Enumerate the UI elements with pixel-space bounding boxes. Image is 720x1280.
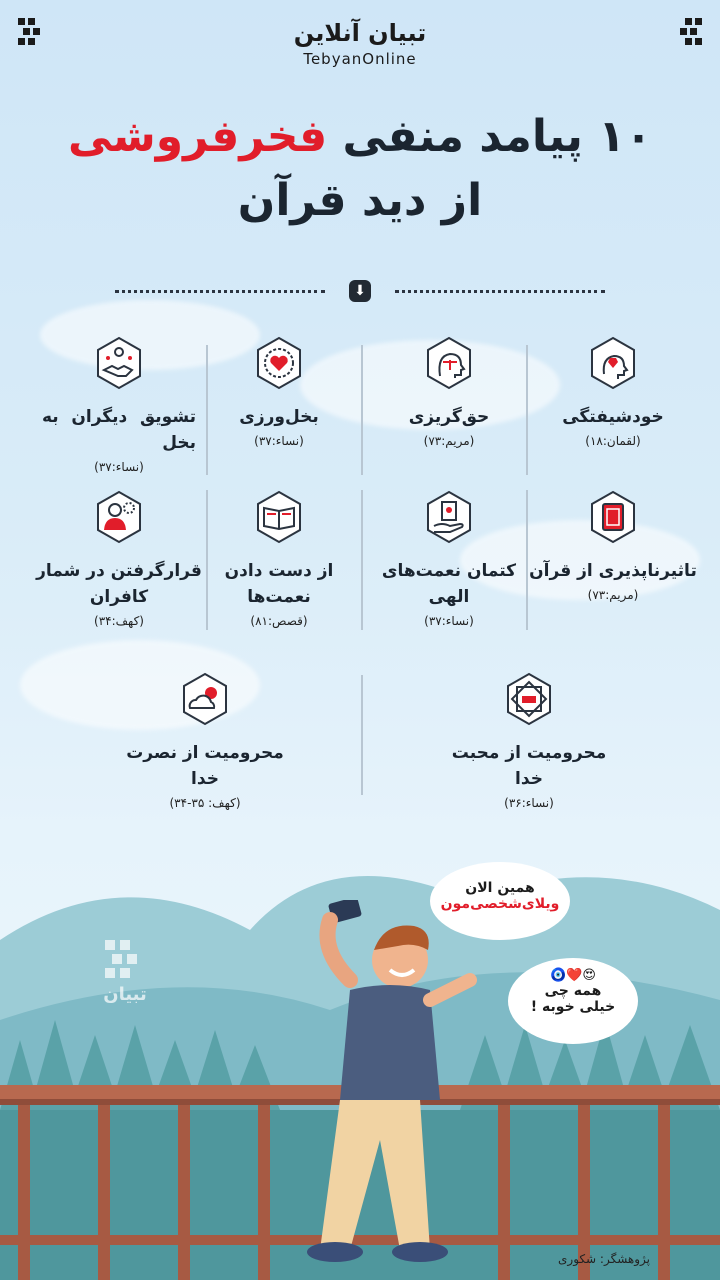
heart-shield-icon bbox=[252, 336, 306, 390]
item-reference: (کهف:۳۴) bbox=[94, 614, 144, 628]
diamond-head-icon bbox=[586, 336, 640, 390]
open-book-icon bbox=[252, 490, 306, 544]
dotted-line bbox=[115, 290, 325, 293]
item-reference: (کهف: ۳۵-۳۴) bbox=[169, 796, 241, 810]
item-reference: (مریم:۷۳) bbox=[587, 588, 639, 602]
bubble-highlight-text: ویلای‌شخصی‌مون bbox=[440, 896, 560, 912]
arrow-down-icon: ⬇ bbox=[349, 280, 371, 302]
emoji-icons: 😍❤️🧿 bbox=[550, 968, 596, 983]
item-reference: (نساء:۳۶) bbox=[504, 796, 554, 810]
item-among-disbelievers bbox=[34, 490, 204, 628]
cloud-sun-icon bbox=[178, 672, 232, 726]
brand-header bbox=[0, 18, 720, 68]
bubble-text: همه چی bbox=[544, 983, 602, 999]
quran-book-icon bbox=[586, 490, 640, 544]
person-gear-icon bbox=[92, 490, 146, 544]
item-reference: (قصص:۸۱) bbox=[250, 614, 308, 628]
item-name: تشویق دیگران به بخل bbox=[42, 407, 196, 453]
item-lose-blessings bbox=[194, 490, 364, 628]
speech-bubble-right bbox=[508, 958, 638, 1044]
item-name: محرومیت از محبت خدا bbox=[451, 743, 607, 789]
bubble-text: خیلی خوبه ! bbox=[530, 999, 616, 1015]
item-name: کتمان نعمت‌های الهی bbox=[381, 561, 517, 607]
item-name: حق‌گریزی bbox=[408, 407, 490, 427]
speech-bubble-left bbox=[430, 862, 570, 940]
title-line2: از دید قرآن bbox=[237, 175, 483, 226]
tebyan-watermark bbox=[100, 940, 150, 1005]
page-title bbox=[0, 105, 720, 233]
divider bbox=[361, 675, 363, 795]
watermark-text: تبیان bbox=[103, 984, 147, 1005]
man-taking-selfie bbox=[290, 900, 490, 1270]
item-conceal-blessings bbox=[364, 490, 534, 628]
allah-star-icon bbox=[502, 672, 556, 726]
brand-name-fa: تبیان آنلاین bbox=[293, 19, 427, 47]
item-encourage-stinginess bbox=[34, 336, 204, 474]
item-truth-evasion bbox=[364, 336, 534, 448]
item-name: تاثیرناپذیری از قرآن bbox=[529, 561, 697, 581]
scale-head-icon bbox=[422, 336, 476, 390]
item-deprived-love bbox=[444, 672, 614, 810]
title-highlight: فخرفروشی bbox=[68, 111, 328, 162]
item-narcissism bbox=[528, 336, 698, 448]
handshake-icon bbox=[92, 336, 146, 390]
title-prefix: ۱۰ پیامد منفی bbox=[327, 111, 652, 162]
item-reference: (نساء:۳۷) bbox=[94, 460, 144, 474]
bubble-text: همین الان bbox=[465, 880, 535, 896]
item-stinginess bbox=[194, 336, 364, 448]
item-quran-immunity bbox=[528, 490, 698, 602]
item-name: قرارگرفتن در شمار کافران bbox=[36, 561, 202, 607]
researcher-credit: پژوهشگر: شکوری bbox=[558, 1252, 650, 1266]
brand-name-en: TebyanOnline bbox=[303, 50, 417, 68]
item-name: از دست دادن نعمت‌ها bbox=[224, 561, 334, 607]
item-name: خودشیفتگی bbox=[562, 407, 664, 427]
item-reference: (نساء:۳۷) bbox=[254, 434, 304, 448]
item-name: بخل‌ورزی bbox=[239, 407, 319, 427]
item-reference: (لقمان:۱۸) bbox=[585, 434, 641, 448]
dotted-line bbox=[395, 290, 605, 293]
item-deprived-help bbox=[120, 672, 290, 810]
item-reference: (مریم:۷۳) bbox=[423, 434, 475, 448]
hand-gift-icon bbox=[422, 490, 476, 544]
item-name: محرومیت از نصرت خدا bbox=[126, 743, 284, 789]
tebyan-watermark-icon bbox=[100, 940, 150, 980]
section-separator bbox=[115, 280, 605, 304]
item-reference: (نساء:۳۷) bbox=[424, 614, 474, 628]
